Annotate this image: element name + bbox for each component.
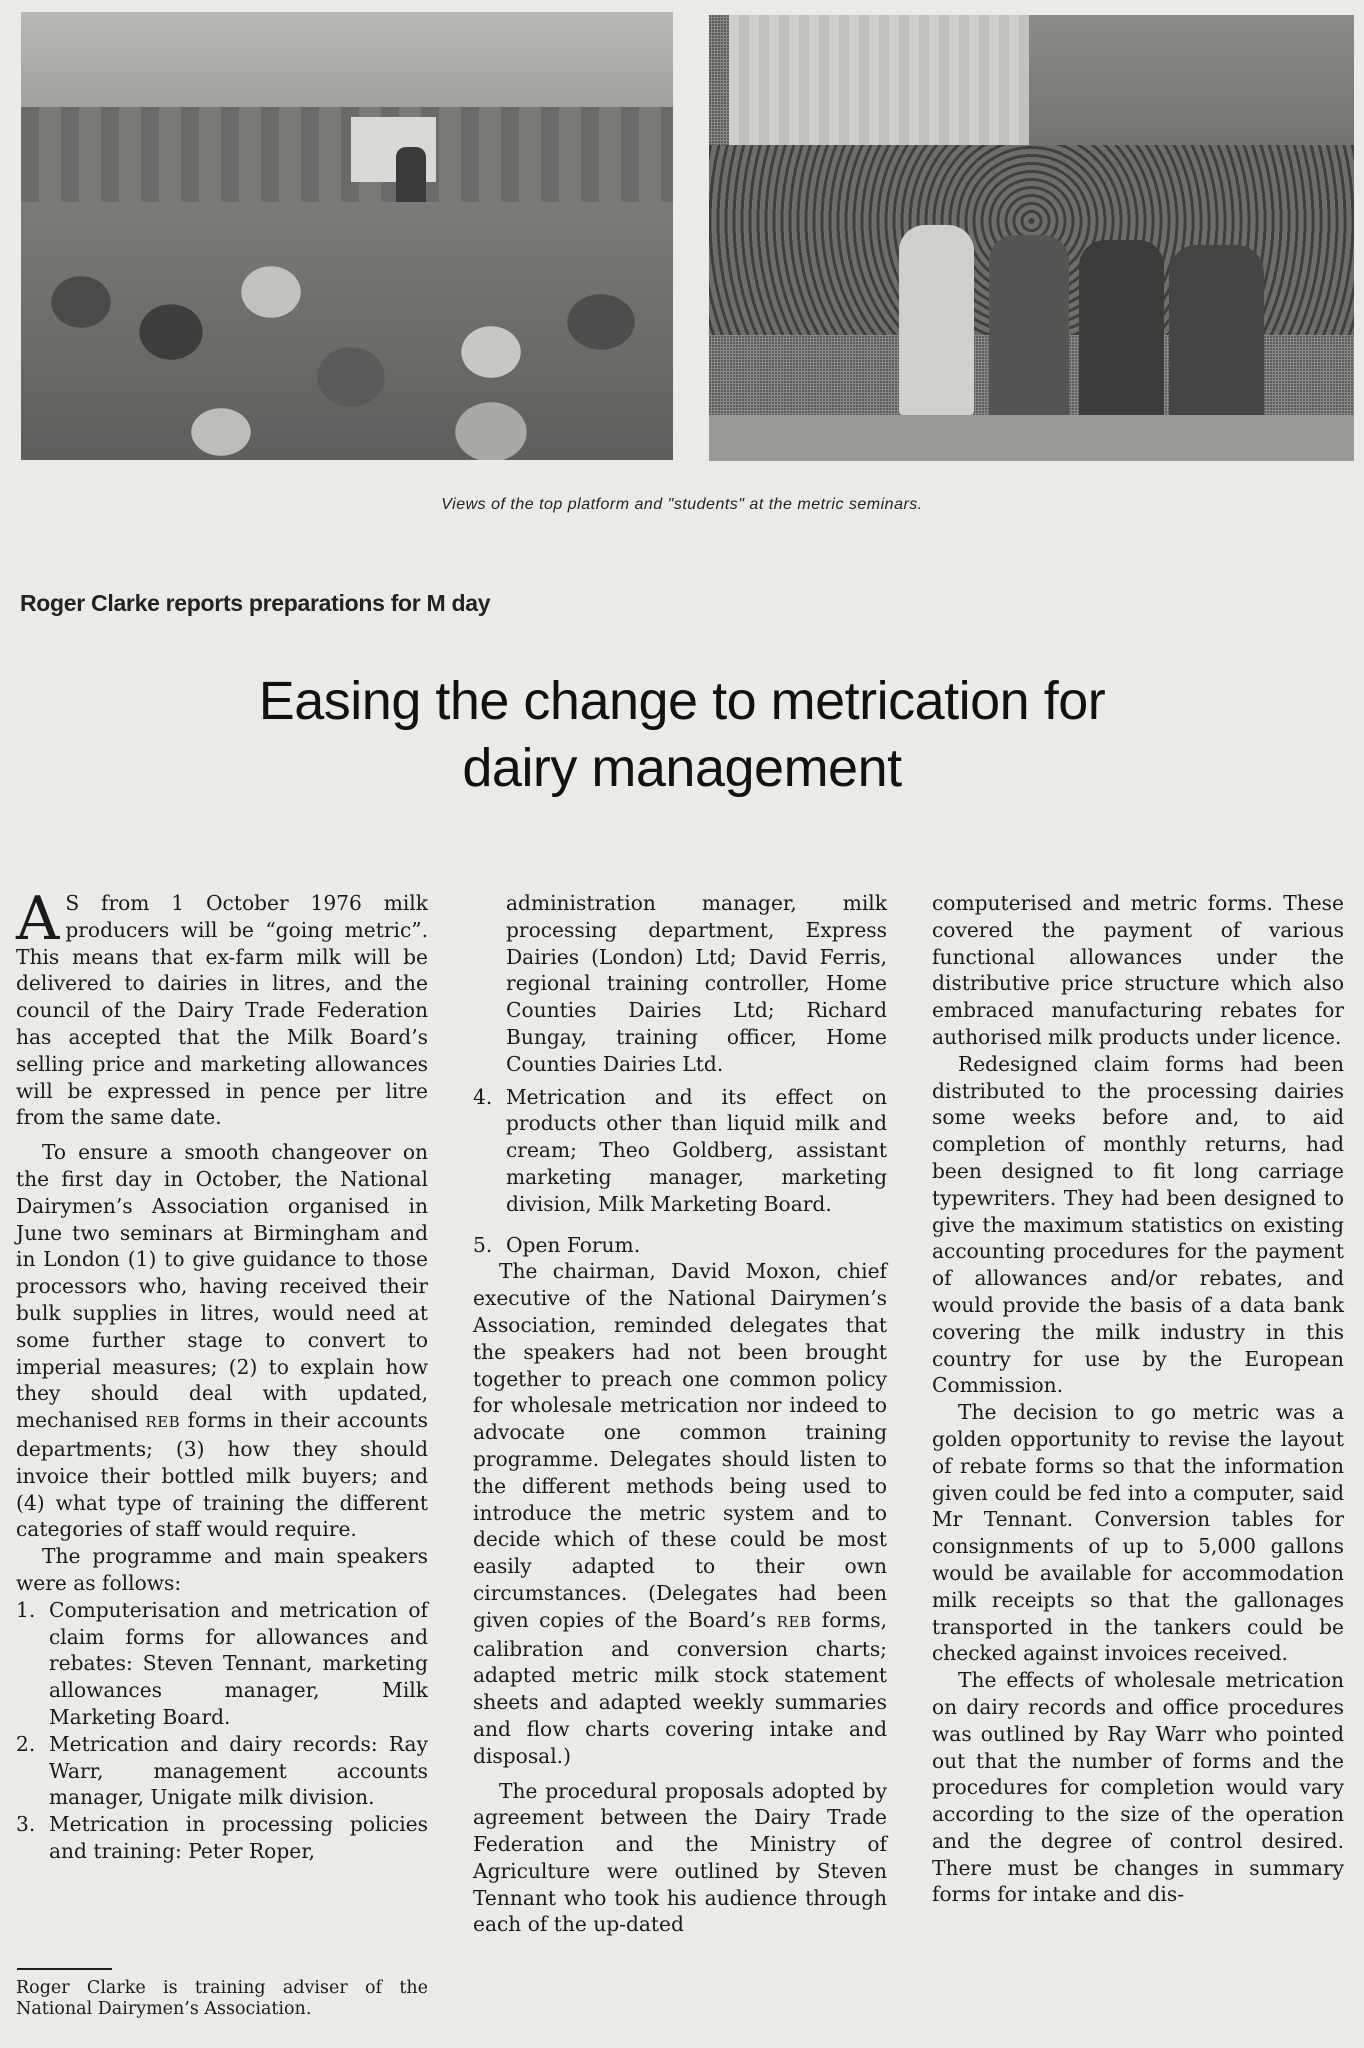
footnote-rule <box>17 1968 112 1970</box>
abbrev-reb: REB <box>145 1413 181 1432</box>
list-text: Metrication and its effect on products other than liquid milk and cream; Theo Goldberg, assistant marketing manager, marketing division, Milk Marketing Board. <box>506 1084 887 1216</box>
paragraph: The effects of wholesale metrication on dairy records and office procedures was outlined by Ray Warr who pointed out that the number of forms and the procedures for completion would vary according to the size of the operation and the degree of control desired. There must be changes in summary forms for intake and dis- <box>932 1668 1344 1907</box>
paragraph-intro <box>16 884 428 1131</box>
paragraph <box>473 1258 887 1769</box>
list-text: Computerisation and metrication of claim forms for allowances and rebates: Steven Tennant, marketing allowances manager, Milk Marketing Board. <box>49 1597 428 1729</box>
article-headline <box>0 668 1364 802</box>
programme-list-item <box>16 1731 428 1811</box>
ceiling <box>21 12 673 122</box>
programme-list-item <box>16 1597 428 1731</box>
back-wall <box>21 107 673 217</box>
headline-line-2: dairy management <box>462 738 902 798</box>
paragraph: Redesigned claim forms had been distributed to the processing dairies some weeks before and, to aid completion of monthly returns, had been designed to fit long carriage typewriters. They had been designed to give the maximum statistics on existing accounting procedures for the payment of allowances and/or rebates, and would provide the basis of a data bank covering the milk industry in this country for use by the European Commission. <box>932 1051 1344 1398</box>
audience <box>21 202 673 460</box>
floor <box>709 415 1354 461</box>
article-kicker: Roger Clarke reports preparations for M day <box>20 590 491 616</box>
list-number: 5. <box>473 1232 493 1257</box>
intro-text: S from 1 October 1976 milk producers will be “going metric”. This means that ex-farm milk will be delivered to dairies in litres, and the council of the Dairy Trade Federation has accepted that the Milk Board’s selling price and marketing allowances will be expressed in pence per litre from the same date. <box>16 891 428 1130</box>
list-number: 3. <box>16 1812 36 1837</box>
abbrev-reb: REB <box>776 1612 812 1631</box>
text-run: forms in their accounts departments; (3) how they should invoice their bottled milk buyers; and (4) what type of training the different categories of staff would require. <box>16 1408 428 1542</box>
list-text: Open Forum. <box>506 1232 641 1257</box>
paragraph: The programme and main speakers were as follows: <box>16 1544 428 1595</box>
article-column-1 <box>16 884 428 1865</box>
paragraph: The procedural proposals adopted by agreement between the Dairy Trade Federation and the Ministry of Agriculture were outlined by Steven Tennant who took his audience through each of the up-dated <box>473 1778 887 1937</box>
photo-caption: Views of the top platform and "students" at the metric seminars. <box>441 496 923 513</box>
paragraph: computerised and metric forms. These covered the payment of various functional allowances under the distributive price structure which also embraced manufacturing rebates for authorised milk products under licence. <box>932 891 1344 1049</box>
programme-list-item <box>473 1084 887 1218</box>
list-number: 4. <box>473 1084 493 1109</box>
paragraph <box>16 1139 428 1543</box>
list-number: 1. <box>16 1597 36 1622</box>
speaker-figure <box>396 147 426 207</box>
text-run: To ensure a smooth changeover on the first day in October, the National Dairymen’s Association organised in June two seminars at Birmingham and in London (1) to give guidance to those processors who, having received their bulk supplies in litres, would need at some further stage to convert to imperial measures; (2) to explain how they should deal with updated, mechanised <box>16 1140 428 1433</box>
photo-seminar-students <box>709 15 1354 461</box>
list-text: Metrication in processing policies and training: Peter Roper, <box>49 1812 428 1863</box>
programme-list-item <box>16 1811 428 1865</box>
list-number: 2. <box>16 1731 36 1756</box>
programme-list-item <box>473 1232 887 1259</box>
article-column-3 <box>932 890 1344 1908</box>
headline-line-1: Easing the change to metrication for <box>258 671 1106 731</box>
photo-seminar-platform <box>21 12 673 460</box>
author-footnote: Roger Clarke is training adviser of the National Dairymen’s Association. <box>16 1978 428 2019</box>
front-row-delegate-light <box>899 225 974 415</box>
article-column-2 <box>473 890 887 1938</box>
list-text: Metrication and dairy records: Ray Warr, management accounts manager, Unigate milk division. <box>49 1731 428 1810</box>
paragraph: The decision to go metric was a golden opportunity to revise the layout of rebate forms so that the information given could be fed into a computer, said Mr Tennant. Conversion tables for consignments of up to 5,000 gallons would be available for accommodation milk receipts so that the gallonages transported in the tankers could be checked against invoices received. <box>932 1400 1344 1666</box>
text-run: forms, calibration and conversion charts; adapted metric milk stock statement sheets and adapted weekly summaries and flow charts covering intake and disposal.) <box>473 1607 887 1768</box>
text-run: The chairman, David Moxon, chief executive of the National Dairymen’s Association, reminded delegates that the speakers had not been brought together to preach one common policy for wholesale metrication nor indeed to advocate one common training programme. Delegates should listen to the different methods being used to introduce the metric system and to decide which of these could be most easily adapted to their own circumstances. (Delegates had been given copies of the Board’s <box>473 1259 887 1632</box>
front-row-delegate <box>989 235 1069 435</box>
drop-cap: A <box>16 884 60 954</box>
list-continuation: administration manager, milk processing department, Express Dairies (London) Ltd; David Ferris, regional training controller, Home Counties Dairies Ltd; Richard Bungay, training officer, Home Counties Dairies Ltd. <box>506 891 887 1076</box>
